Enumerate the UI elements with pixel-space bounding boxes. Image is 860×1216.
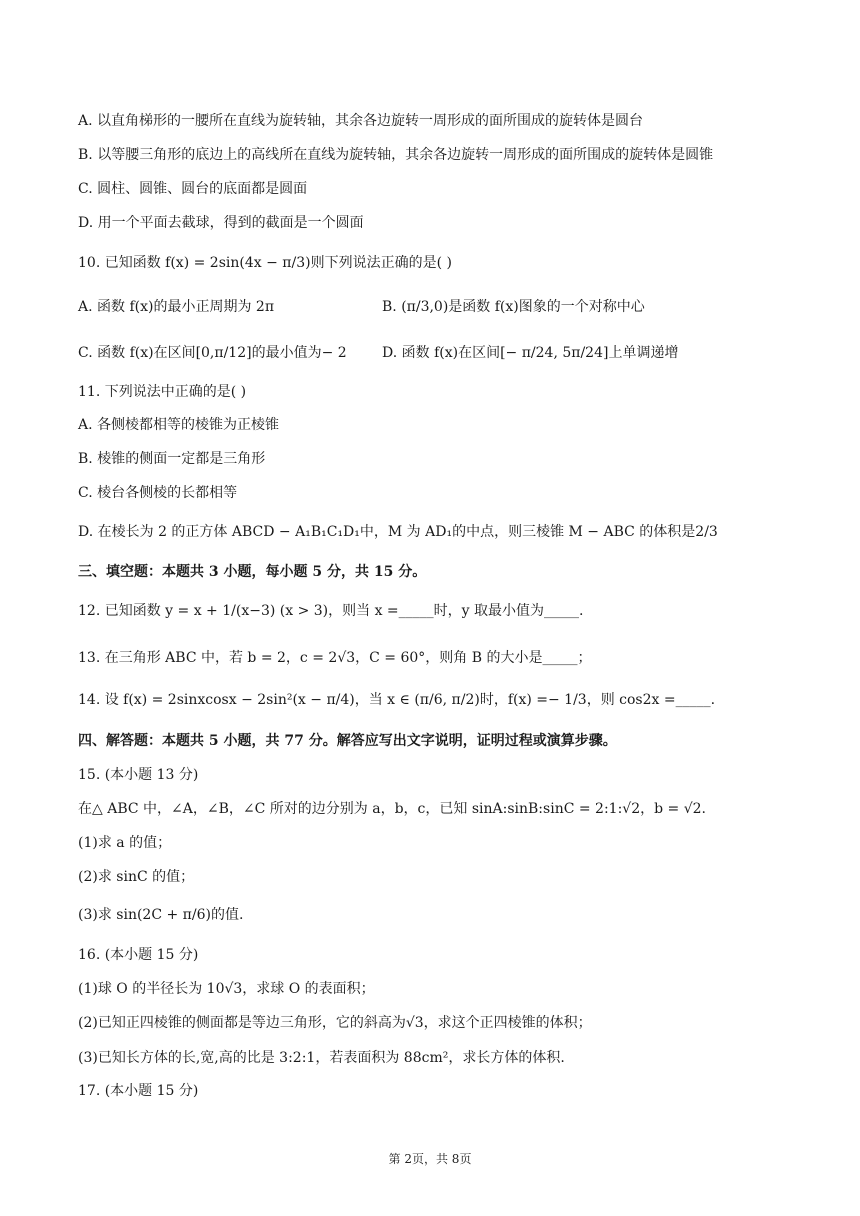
option-a-q11: A. 各侧棱都相等的棱锥为正棱锥 — [78, 417, 280, 433]
question-16-part3: (3)已知长方体的长,宽,高的比是 3:2:1，若表面积为 88cm²，求长方体的体积. — [78, 1050, 565, 1066]
option-c-q11: C. 棱台各侧棱的长都相等 — [78, 485, 238, 501]
question-17-header: 17. (本小题 15 分) — [78, 1083, 199, 1099]
question-14: 14. 设 f(x) = 2sinxcosx − 2sin²(x − π/4)，当 x ∈ (π/6, π/2)时，f(x) =− 1/3，则 cos2x =_____. — [78, 692, 716, 708]
section-answer-heading: 四、解答题：本题共 5 小题，共 77 分。解答应写出文字说明，证明过程或演算步骤。 — [78, 733, 617, 749]
question-13: 13. 在三角形 ABC 中，若 b = 2，c = 2√3，C = 60°，则角 B 的大小是_____； — [78, 650, 592, 666]
option-c-q9: C. 圆柱、圆锥、圆台的底面都是圆面 — [78, 181, 308, 197]
question-16-header: 16. (本小题 15 分) — [78, 947, 199, 963]
question-10: 10. 已知函数 f(x) = 2sin(4x − π/3)则下列说法正确的是( ) — [78, 255, 452, 271]
section-fill-in-heading: 三、填空题：本题共 3 小题，每小题 5 分，共 15 分。 — [78, 564, 427, 580]
option-d-q11: D. 在棱长为 2 的正方体 ABCD − A₁B₁C₁D₁中，M 为 AD₁的中点，则三棱锥 M − ABC 的体积是2/3 — [78, 524, 718, 540]
question-15-header: 15. (本小题 13 分) — [78, 767, 199, 783]
option-d-q9: D. 用一个平面去截球，得到的截面是一个圆面 — [78, 215, 364, 231]
option-c-q10: C. 函数 f(x)在区间[0,π/12]的最小值为− 2 — [78, 345, 347, 361]
question-15-stem: 在△ ABC 中，∠A，∠B，∠C 所对的边分别为 a，b，c，已知 sinA:sinB:sinC = 2:1:√2，b = √2. — [78, 801, 706, 817]
option-a-q9: A. 以直角梯形的一腰所在直线为旋转轴，其余各边旋转一周形成的面所围成的旋转体是圆台 — [78, 113, 644, 129]
question-15-part1: (1)求 a 的值； — [78, 835, 172, 851]
option-b-q10: B. (π/3,0)是函数 f(x)图象的一个对称中心 — [382, 299, 645, 315]
question-16-part2: (2)已知正四棱锥的侧面都是等边三角形，它的斜高为√3，求这个正四棱锥的体积； — [78, 1015, 592, 1031]
question-16-part1: (1)球 O 的半径长为 10√3，求球 O 的表面积； — [78, 981, 375, 997]
page-footer: 第 2页，共 8页 — [388, 1152, 472, 1166]
option-a-q10: A. 函数 f(x)的最小正周期为 2π — [78, 299, 275, 315]
question-11: 11. 下列说法中正确的是( ) — [78, 384, 247, 400]
option-b-q11: B. 棱锥的侧面一定都是三角形 — [78, 451, 266, 467]
question-15-part2: (2)求 sinC 的值； — [78, 869, 195, 885]
option-d-q10: D. 函数 f(x)在区间[− π/24, 5π/24]上单调递增 — [382, 345, 679, 361]
question-12: 12. 已知函数 y = x + 1/(x−3) (x > 3)，则当 x =_____时，y 取最小值为_____. — [78, 603, 584, 619]
question-15-part3: (3)求 sin(2C + π/6)的值. — [78, 907, 244, 923]
option-b-q9: B. 以等腰三角形的底边上的高线所在直线为旋转轴，其余各边旋转一周形成的面所围成的旋转体是圆锥 — [78, 147, 714, 163]
